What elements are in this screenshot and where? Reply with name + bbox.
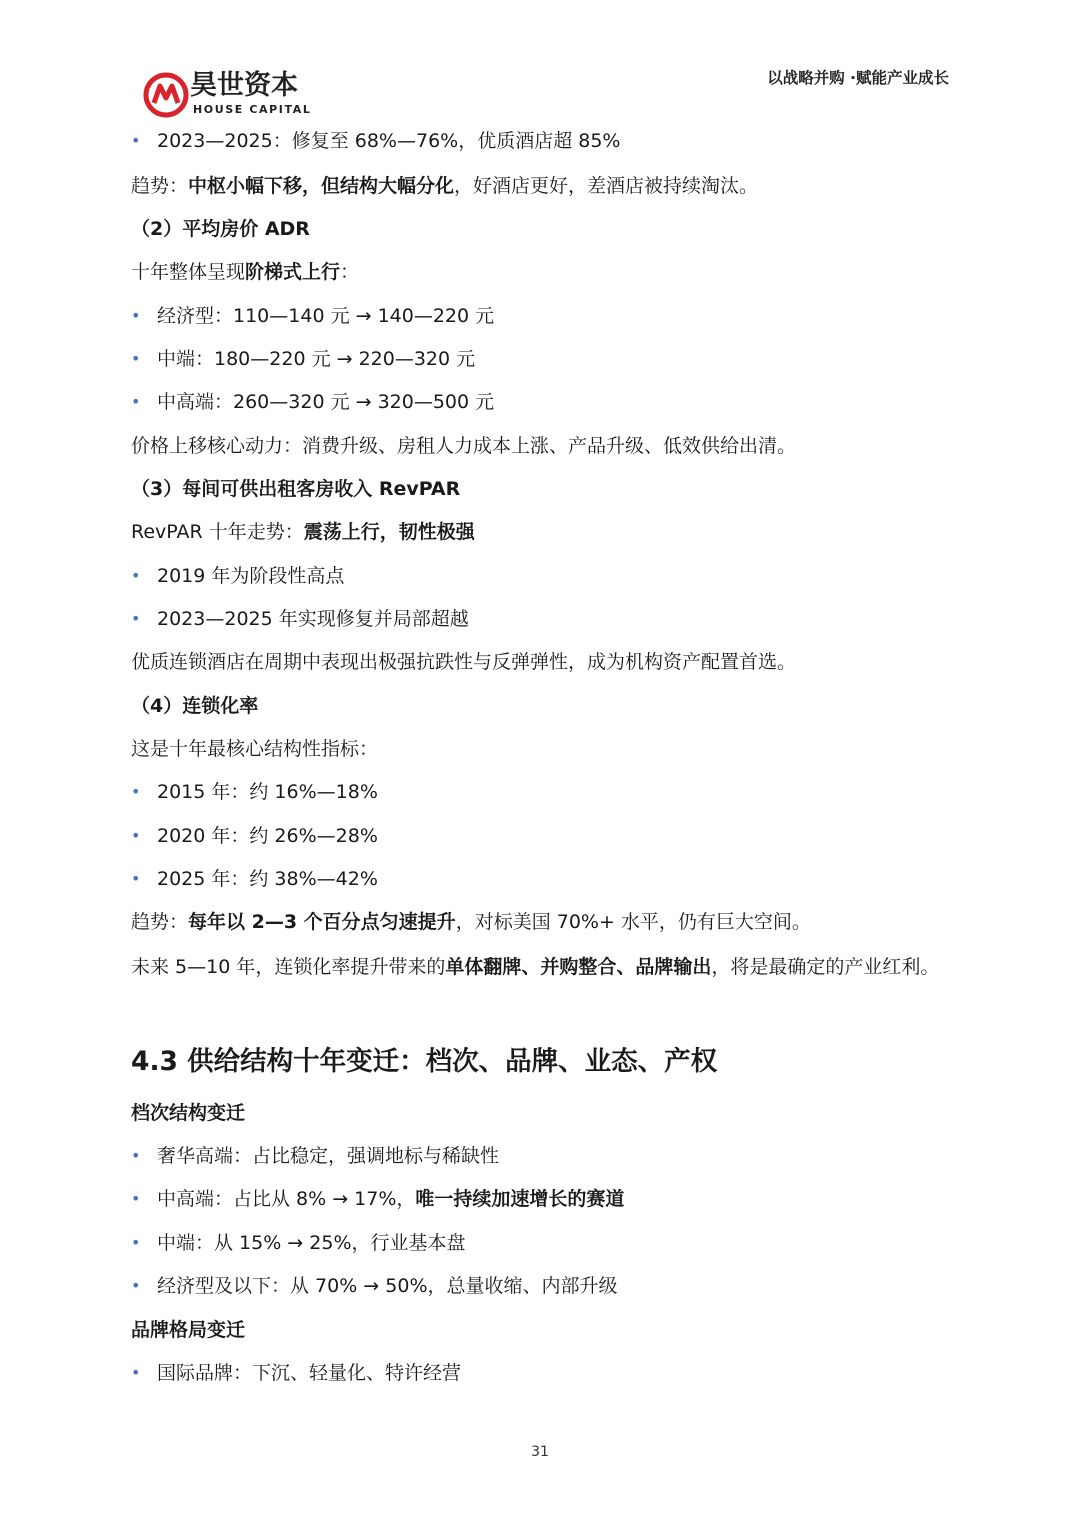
subsection-heading-adr: （2）平均房价 ADR (131, 218, 310, 240)
bullet-icon: • (131, 131, 141, 150)
bullet-icon: • (131, 306, 141, 325)
list-item: • 奢华高端：占比稳定，强调地标与稀缺性 (131, 1142, 499, 1170)
header-slogan: 以战略并购 ·赋能产业成长 (767, 69, 949, 87)
subsection-heading-brand: 品牌格局变迁 (131, 1319, 246, 1341)
bullet-icon: • (131, 1363, 141, 1382)
bullet-icon: • (131, 1189, 141, 1208)
logo-chinese-name: 昊世资本 (190, 70, 298, 101)
bullet-icon: • (131, 1146, 141, 1165)
subsection-heading-tier: 档次结构变迁 (131, 1102, 246, 1124)
bullet-icon: • (131, 349, 141, 368)
bullet-icon: • (131, 1233, 141, 1252)
logo-english-name: HOUSE CAPITAL (193, 103, 312, 116)
list-item: • 2019 年为阶段性高点 (131, 562, 344, 590)
paragraph-adr-intro: 十年整体呈现阶梯式上行： (131, 261, 360, 283)
paragraph-revpar-trend: RevPAR 十年走势：震荡上行，韧性极强 (131, 521, 475, 543)
page-header (0, 0, 1080, 120)
paragraph-occupancy-trend: 趋势：中枢小幅下移，但结构大幅分化，好酒店更好，差酒店被持续淘汰。 (131, 175, 759, 197)
bullet-icon: • (131, 869, 141, 888)
subsection-heading-chain-rate: （4）连锁化率 (131, 695, 259, 717)
bullet-icon: • (131, 1276, 141, 1295)
bullet-icon: • (131, 609, 141, 628)
list-item: • 2015 年：约 16%—18% (131, 778, 378, 806)
paragraph-revpar-conclusion: 优质连锁酒店在周期中表现出极强抗跌性与反弹弹性，成为机构资产配置首选。 (131, 651, 797, 673)
paragraph-chain-future: 未来 5—10 年，连锁化率提升带来的单体翻牌、并购整合、品牌输出，将是最确定的产业红利。 (131, 956, 940, 978)
list-item: • 2025 年：约 38%—42% (131, 865, 378, 893)
bullet-icon: • (131, 826, 141, 845)
bullet-icon: • (131, 566, 141, 585)
page-number: 31 (531, 1444, 549, 1460)
list-item: • 经济型及以下：从 70% → 50%，总量收缩、内部升级 (131, 1272, 618, 1300)
bullet-icon: • (131, 782, 141, 801)
list-item: • 经济型：110—140 元 → 140—220 元 (131, 302, 494, 330)
list-item: • 中高端：260—320 元 → 320—500 元 (131, 388, 494, 416)
bullet-icon: • (131, 392, 141, 411)
list-item: • 中端：从 15% → 25%，行业基本盘 (131, 1229, 466, 1257)
paragraph-chain-trend: 趋势：每年以 2—3 个百分点匀速提升，对标美国 70%+ 水平，仍有巨大空间。 (131, 911, 811, 933)
paragraph-chain-intro: 这是十年最核心结构性指标： (131, 738, 379, 760)
list-item: • 中端：180—220 元 → 220—320 元 (131, 345, 475, 373)
paragraph-adr-drivers: 价格上移核心动力：消费升级、房租人力成本上涨、产品升级、低效供给出清。 (131, 435, 797, 457)
logo-mark-icon (143, 72, 189, 118)
list-item: • 中高端：占比从 8% → 17%，唯一持续加速增长的赛道 (131, 1185, 624, 1213)
subsection-heading-revpar: （3）每间可供出租客房收入 RevPAR (131, 478, 461, 500)
company-logo (143, 72, 313, 122)
list-item: • 2020 年：约 26%—28% (131, 822, 378, 850)
list-item: • 2023—2025：修复至 68%—76%，优质酒店超 85% (131, 127, 620, 155)
list-item: • 国际品牌：下沉、轻量化、特许经营 (131, 1359, 461, 1387)
list-item: • 2023—2025 年实现修复并局部超越 (131, 605, 469, 633)
section-heading-4-3: 4.3 供给结构十年变迁：档次、品牌、业态、产权 (131, 1046, 718, 1077)
